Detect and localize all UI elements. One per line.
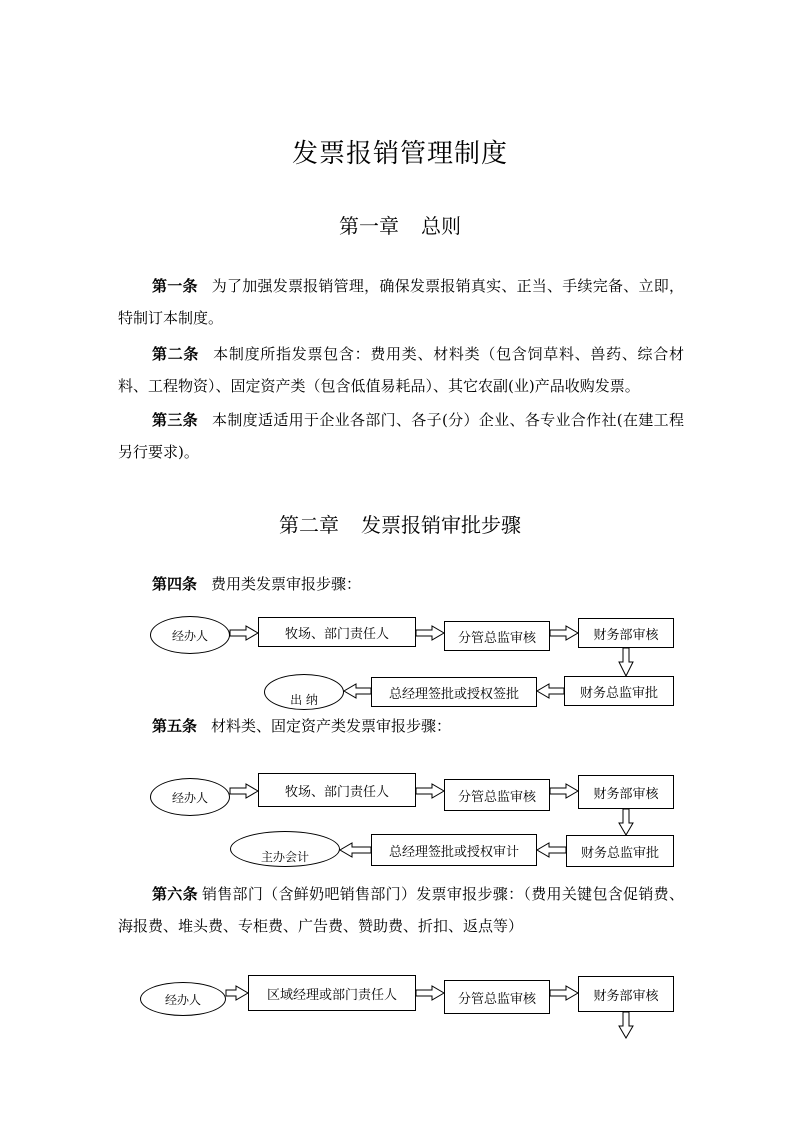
article-6 <box>118 878 684 942</box>
flow5-arrow-5-icon <box>537 843 566 857</box>
chapter-2-name: 发票报销审批步骤 <box>361 513 521 537</box>
article-1-label: 第一条 <box>152 277 198 295</box>
flow6-step-1-box: 区域经理或部门责任人 <box>248 975 416 1011</box>
chapter-1-name: 总则 <box>421 214 461 238</box>
flow5-end-label: 主办会计 <box>260 849 309 864</box>
article-5-label: 第五条 <box>152 717 198 735</box>
flow6-step-3-box: 财务部审核 <box>578 976 674 1012</box>
flow5-step-2-box: 分管总监审核 <box>444 779 550 811</box>
flow5-start-node: 经办人 <box>150 778 230 816</box>
flow4-start-node: 经办人 <box>150 616 230 654</box>
flow6-arrow-4-icon <box>619 1012 633 1038</box>
flow4-end-label: 出 纳 <box>290 692 318 707</box>
chapter-2-heading <box>0 509 800 538</box>
article-5-text: 材料类、固定资产类发票审报步骤： <box>211 717 452 735</box>
article-2-label: 第二条 <box>152 345 200 363</box>
article-5-heading <box>152 714 451 738</box>
flow4-step-4-box: 财务总监审批 <box>564 676 674 706</box>
flow5-arrow-1-icon <box>230 784 258 798</box>
flow4-end-node <box>264 674 344 710</box>
flow6-arrow-2-icon <box>416 986 444 1000</box>
flow5-arrow-6-icon <box>340 843 371 857</box>
article-4-text: 费用类发票审报步骤： <box>211 575 362 593</box>
article-4-label: 第四条 <box>152 575 198 593</box>
chapter-2-number: 第二章 <box>279 513 339 537</box>
flow5-arrow-2-icon <box>416 784 444 798</box>
article-6-text: 销售部门（含鲜奶吧销售部门）发票审报步骤：（费用关键包含促销费、海报费、堆头费、专柜费、广告费、赞助费、折扣、返点等） <box>118 885 684 935</box>
flow4-step-5-box: 总经理签批或授权签批 <box>371 677 537 707</box>
flow5-step-5-box: 总经理签批或授权审计 <box>371 834 537 866</box>
article-1 <box>118 270 684 334</box>
flow6-start-node: 经办人 <box>140 982 226 1016</box>
chapter-1-heading <box>0 210 800 239</box>
flow5-step-4-box: 财务总监审批 <box>566 835 674 867</box>
flow4-arrow-5-icon <box>537 684 564 698</box>
flow5-end-node <box>230 831 340 867</box>
article-2 <box>118 338 684 402</box>
flow5-arrow-3-icon <box>550 784 578 798</box>
flow4-step-3-box: 财务部审核 <box>578 618 674 648</box>
flow4-step-2-box: 分管总监审核 <box>444 621 550 651</box>
flow6-arrow-3-icon <box>550 986 578 1000</box>
flow6-step-2-box: 分管总监审核 <box>444 980 550 1014</box>
article-1-text: 为了加强发票报销管理，确保发票报销真实、正当、手续完备、立即，特制订本制度。 <box>118 277 684 327</box>
flow5-arrow-4-icon <box>619 809 633 835</box>
flow4-arrow-6-icon <box>344 684 371 698</box>
document-title: 发票报销管理制度 <box>291 139 508 169</box>
flow4-step-1-box: 牧场、部门责任人 <box>258 617 416 647</box>
article-6-label: 第六条 <box>152 885 198 903</box>
chapter-1-number: 第一章 <box>339 214 399 238</box>
article-3 <box>118 404 684 468</box>
flow5-step-3-box: 财务部审核 <box>578 775 674 809</box>
article-3-text: 本制度适适用于企业各部门、各子(分）企业、各专业合作社(在建工程另行要求)。 <box>118 411 684 461</box>
flow4-arrow-2-icon <box>416 626 444 640</box>
flow4-arrow-1-icon <box>230 626 258 640</box>
article-3-label: 第三条 <box>152 411 198 429</box>
flow5-step-1-box: 牧场、部门责任人 <box>258 773 416 807</box>
flow4-arrow-3-icon <box>550 626 578 640</box>
article-2-text: 本制度所指发票包含：费用类、材料类（包含饲草料、兽药、综合材料、工程物资）、固定资产类（包含低值易耗品）、其它农副(业)产品收购发票。 <box>118 345 684 395</box>
flow6-arrow-1-icon <box>226 986 248 1000</box>
flow4-arrow-4-icon <box>619 648 633 676</box>
article-4-heading <box>152 572 361 596</box>
